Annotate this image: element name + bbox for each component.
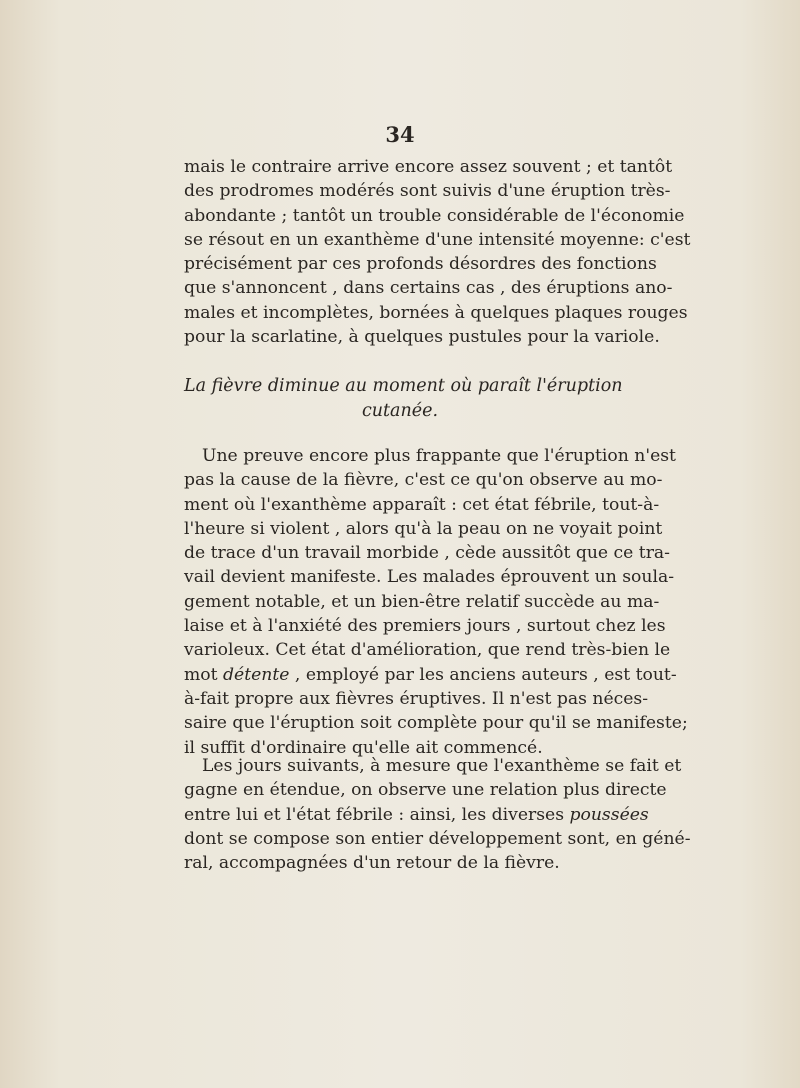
text-line: gement notable, et un bien-être relatif succède au ma- — [184, 591, 660, 612]
text-line: Les jours suivants, à mesure que l'exanthème se fait et — [202, 756, 682, 776]
text-line: se résout en un exanthème d'une intensité moyenne: c'est — [184, 229, 691, 250]
italic-term-poussees: poussées — [569, 804, 649, 825]
text-line: ment où l'exanthème apparaît : cet état fébrile, tout-à- — [184, 494, 660, 515]
text-line: il suffit d'ordinaire qu'elle ait commencé. — [184, 737, 543, 758]
text-fragment: entre lui et l'état fébrile : ainsi, les diverses — [184, 804, 570, 825]
text-line: pour la scarlatine, à quelques pustules pour la variole. — [184, 327, 660, 348]
paragraph-1 — [184, 155, 691, 349]
text-line: males et incomplètes, bornées à quelques plaques rouges — [184, 302, 688, 323]
text-line: ral, accompagnées d'un retour de la fièvre. — [184, 853, 560, 874]
text-fragment: , employé par les anciens auteurs , est tout- — [289, 664, 677, 685]
heading-line: La fièvre diminue au moment où paraît l'éruption — [184, 376, 623, 396]
text-line: pas la cause de la fièvre, c'est ce qu'on observe au mo- — [184, 470, 663, 491]
text-fragment: mot — [184, 664, 224, 685]
text-line: l'heure si violent , alors qu'à la peau on ne voyait point — [184, 518, 663, 539]
paragraph-3 — [184, 754, 691, 875]
text-line: abondante ; tantôt un trouble considérable de l'économie — [184, 205, 685, 226]
text-line: des prodromes modérés sont suivis d'une éruption très- — [184, 181, 671, 202]
text-line: vail devient manifeste. Les malades éprouvent un soula- — [184, 567, 675, 588]
text-line: Une preuve encore plus frappante que l'éruption n'est — [202, 446, 676, 466]
text-line: précisément par ces profonds désordres des fonctions — [184, 254, 657, 275]
text-line: varioleux. Cet état d'amélioration, que rend très-bien le — [184, 640, 671, 661]
text-line — [184, 663, 677, 687]
text-line: dont se compose son entier développement sont, en géné- — [184, 828, 691, 849]
text-line: mais le contraire arrive encore assez souvent ; et tantôt — [184, 157, 673, 177]
page-number: 34 — [385, 122, 415, 147]
text-line: saire que l'éruption soit complète pour qu'il se manifeste; — [184, 713, 688, 734]
text-line — [184, 803, 649, 827]
section-heading — [184, 374, 623, 423]
text-line: de trace d'un travail morbide , cède aussitôt que ce tra- — [184, 543, 670, 564]
heading-line: cutanée. — [361, 400, 439, 421]
text-line: gagne en étendue, on observe une relation plus directe — [184, 780, 667, 801]
paragraph-2 — [184, 444, 688, 760]
text-line: laise et à l'anxiété des premiers jours , surtout chez les — [184, 616, 666, 637]
text-line: à-fait propre aux fièvres éruptives. Il n'est pas néces- — [184, 688, 649, 709]
italic-term-detente: détente — [223, 664, 290, 685]
text-line: que s'annoncent , dans certains cas , des éruptions ano- — [184, 278, 673, 299]
